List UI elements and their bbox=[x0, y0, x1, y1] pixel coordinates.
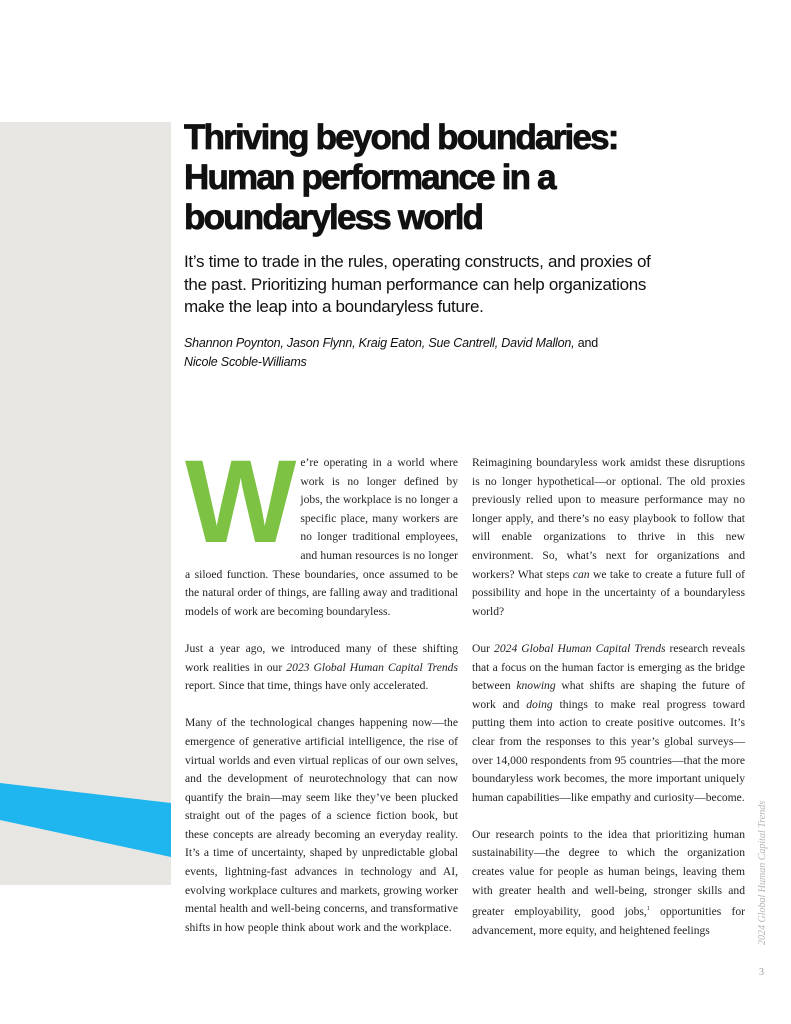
paragraph-text: e’re operating in a world where work is no longer defined by jobs, the workplace is no longer a specific place, many workers are no longer traditional employees, and human resources is no longer a siloed function. These boundaries, once assumed to be the natural order of things, are falling away and traditional models of work are becoming boundaryless. bbox=[185, 456, 458, 618]
emphasis: can bbox=[572, 567, 590, 581]
text: what shifts are shaping the future of work and bbox=[472, 679, 745, 711]
text: report. Since that time, things have only accelerated. bbox=[185, 679, 429, 693]
text: Just a year ago, we introduced many of these shifting work realities in our bbox=[185, 641, 458, 674]
decorative-blue-stripe bbox=[0, 0, 172, 1024]
page-number: 3 bbox=[759, 967, 764, 978]
drop-cap: W bbox=[185, 436, 293, 568]
article-subtitle: It’s time to trade in the rules, operating constructs, and proxies of the past. Prioritizing human performance can help organizations make the leap into a boundaryless future. bbox=[184, 252, 651, 316]
author-last: Nicole Scoble-Williams bbox=[184, 355, 307, 369]
body-column-left bbox=[185, 436, 458, 956]
body-column-right bbox=[472, 454, 745, 959]
footnote-ref[interactable]: 1 bbox=[646, 906, 650, 913]
text: things to make real progress toward putting them into action to create positive outcomes. It’s clear from the responses to this year’s global surveys—over 14,000 respondents from 95 countries—that the more boundaryless work becomes, the more important uniquely human capabilities—like empathy and curiosity—become. bbox=[472, 697, 745, 804]
paragraph bbox=[472, 640, 745, 807]
blue-stripe-shape bbox=[0, 783, 171, 857]
paragraph: Many of the technological changes happening now—the emergence of generative artificial intelligence, the rise of virtual worlds and even virtual replicas of our own selves, and the development of neurotechnology that can now quantify the brain—may seem like they’ve been plucked straight out of the pages of a science fiction book, but these concepts are already becoming an everyday reality. It’s a time of uncertainty, shaped by unpredictable global events, lightning-fast advances in technology and AI, evolving workplace cultures and markets, growing worker mental health and well-being concerns, and transformative shifts in how people think about work and the workplace. bbox=[185, 716, 458, 934]
running-title: 2024 Global Human Capital Trends bbox=[757, 800, 768, 945]
report-title: 2024 Global Human Capital Trends bbox=[494, 641, 666, 655]
author-names: Shannon Poynton, Jason Flynn, Kraig Eaton, Sue Cantrell, David Mallon, bbox=[184, 336, 575, 350]
text: Our research points to the idea that prioritizing human sustainability—the degree to which the organization creates value for people as human beings, leaving them with greater health and well-being, stronger skills and greater employability, good jobs, bbox=[472, 827, 745, 919]
text: we take to create a future full of possibility and hope in the uncertainty of a boundaryless world? bbox=[472, 567, 745, 618]
text: opportunities for advancement, more equity, and heightened feelings bbox=[472, 905, 745, 937]
paragraph bbox=[472, 826, 745, 940]
author-and: and bbox=[577, 336, 598, 350]
paragraph bbox=[472, 454, 745, 621]
emphasis: knowing bbox=[516, 679, 556, 693]
article-title: Thriving beyond boundaries: Human performance in a boundaryless world bbox=[184, 118, 618, 237]
emphasis: doing bbox=[526, 697, 553, 711]
paragraph-intro bbox=[185, 436, 458, 621]
text: research reveals that a focus on the human factor is emerging as the bridge between bbox=[472, 641, 745, 693]
text: Our bbox=[472, 641, 495, 655]
paragraph bbox=[185, 640, 458, 696]
text: Reimagining boundaryless work amidst these disruptions is no longer hypothetical—or optional. The old proxies previously relied upon to measure performance may no longer apply, and there’s no easy playbook to follow that will enable organizations to thrive in this new environment. So, what’s next for organizations and workers? What steps bbox=[472, 456, 745, 581]
report-title: 2023 Global Human Capital Trends bbox=[286, 660, 458, 674]
article-authors bbox=[184, 334, 664, 372]
